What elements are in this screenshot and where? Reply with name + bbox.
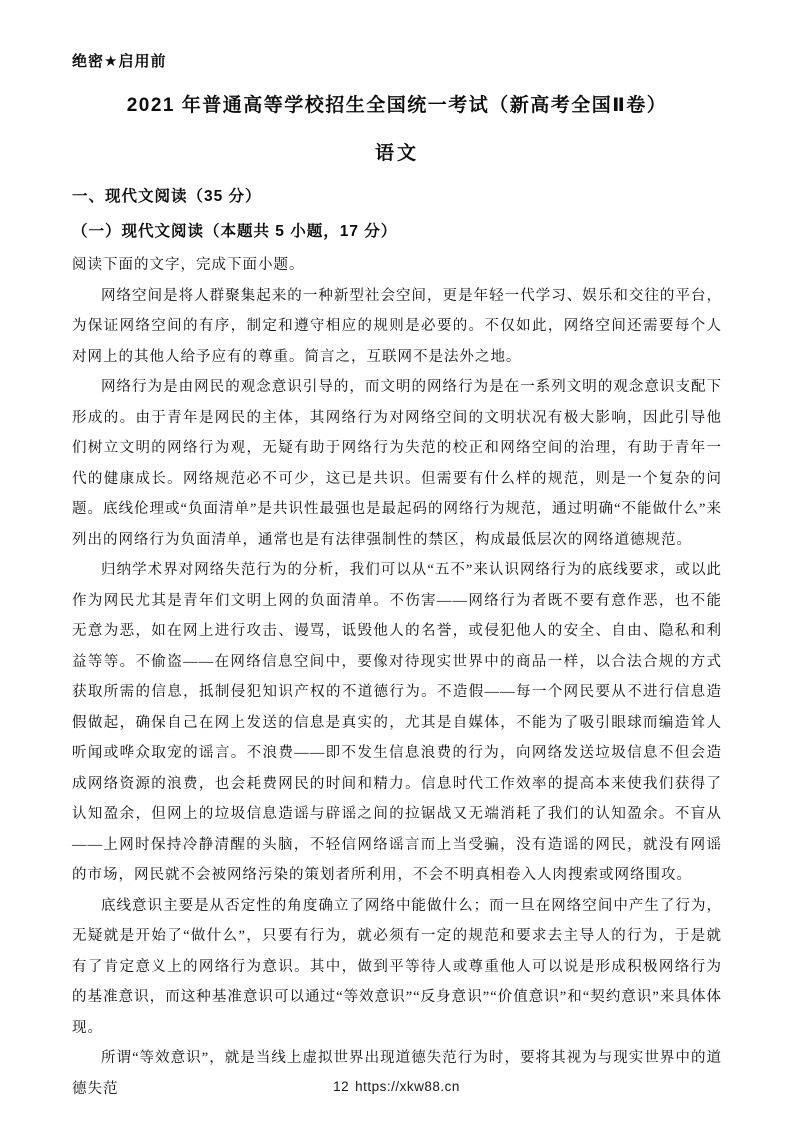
- page-footer: [0, 1079, 793, 1094]
- subsection-heading: （一）现代文阅读（本题共 5 小题，17 分）: [72, 223, 398, 240]
- page-number: 12: [333, 1079, 350, 1094]
- passage-paragraph-3: 归纳学术界对网络失范行为的分析，我们可以从“五不”来认识网络行为的底线要求，或以此作为网民尤其是青年们文明上网的负面清单。不伤害——网络行为者既不要有意作恶，也不能无意为恶，如在网上进行攻击、谩骂，诋毁他人的名誉，或侵犯他人的安全、自由、隐私和利益等等。不偷盗——在网络信息空间中，要像对待现实世界中的商品一样，以合法合规的方式获取所需的信息，抵制侵犯知识产权的不道德行为。不造假——每一个网民要从不进行信息造假做起，确保自己在网上发送的信息是真实的，尤其是自媒体，不能为了吸引眼球而编造耸人听闻或哗众取宠的谣言。不浪费——即不发生信息浪费的行为，向网络发送垃圾信息不但会造成网络资源的浪费，也会耗费网民的时间和精力。信息时代工作效率的提高本来使我们获得了认知盈余，但网上的垃圾信息造谣与辟谣之间的拉锯战又无端消耗了我们的认知盈余。不盲从——上网时保持冷静清醒的头脑，不轻信网络谣言而上当受骗，没有造谣的网民，就没有网谣的市场，网民就不会被网络污染的策划者所利用，不会不明真相卷入人肉搜索或网络围攻。: [72, 562, 722, 883]
- section-heading: 一、现代文阅读（35 分）: [72, 188, 262, 205]
- subject-title: 语文: [374, 143, 419, 164]
- footer-url: https://xkw88.cn: [355, 1079, 460, 1094]
- passage-paragraph-1: 网络空间是将人群聚集起来的一种新型社会空间，更是年轻一代学习、娱乐和交往的平台，为保证网络空间的有序，制定和遵守相应的规则是必要的。不仅如此，网络空间还需要每个人对网上的其他人给予应有的尊重。简言之，互联网不是法外之地。: [72, 287, 722, 365]
- classification-label: 绝密★启用前: [72, 53, 167, 70]
- passage-paragraph-4: 底线意识主要是从否定性的角度确立了网络中能做什么；而一旦在网络空间中产生了行为，无疑就是开始了“做什么”，只要有行为，就必须有一定的规范和要求去主导人的行为，于是就有了肯定意义上的网络行为意识。其中，做到平等待人或尊重他人可以说是形成积极网络行为的基准意识，而这种基准意识可以通过“等效意识”“反身意识”“价值意识”和“契约意识”来具体体现。: [72, 897, 722, 1036]
- passage-paragraph-2: 网络行为是由网民的观念意识引导的，而文明的网络行为是在一系列文明的观念意识支配下形成的。由于青年是网民的主体，其网络行为对网络空间的文明状况有极大影响，因此引导他们树立文明的网络行为观，无疑有助于网络行为失范的校正和网络空间的治理，有助于青年一代的健康成长。网络规范必不可少，这已是共识。但需要有什么样的规范，则是一个复杂的问题。底线伦理或“负面清单”是共识性最强也是最起码的网络行为规范，通过明确“不能做什么”来列出的网络行为负面清单，通常也是有法律强制性的禁区，构成最低层次的网络道德规范。: [72, 379, 722, 548]
- instruction-text: 阅读下面的文字，完成下面小题。: [72, 257, 305, 273]
- passage-paragraph-5: 所谓“等效意识”，就是当线上虚拟世界出现道德失范行为时，要将其视为与现实世界中的道德失范: [72, 1050, 722, 1097]
- exam-title: 2021 年普通高等学校招生全国统一考试（新高考全国Ⅱ卷）: [126, 95, 668, 116]
